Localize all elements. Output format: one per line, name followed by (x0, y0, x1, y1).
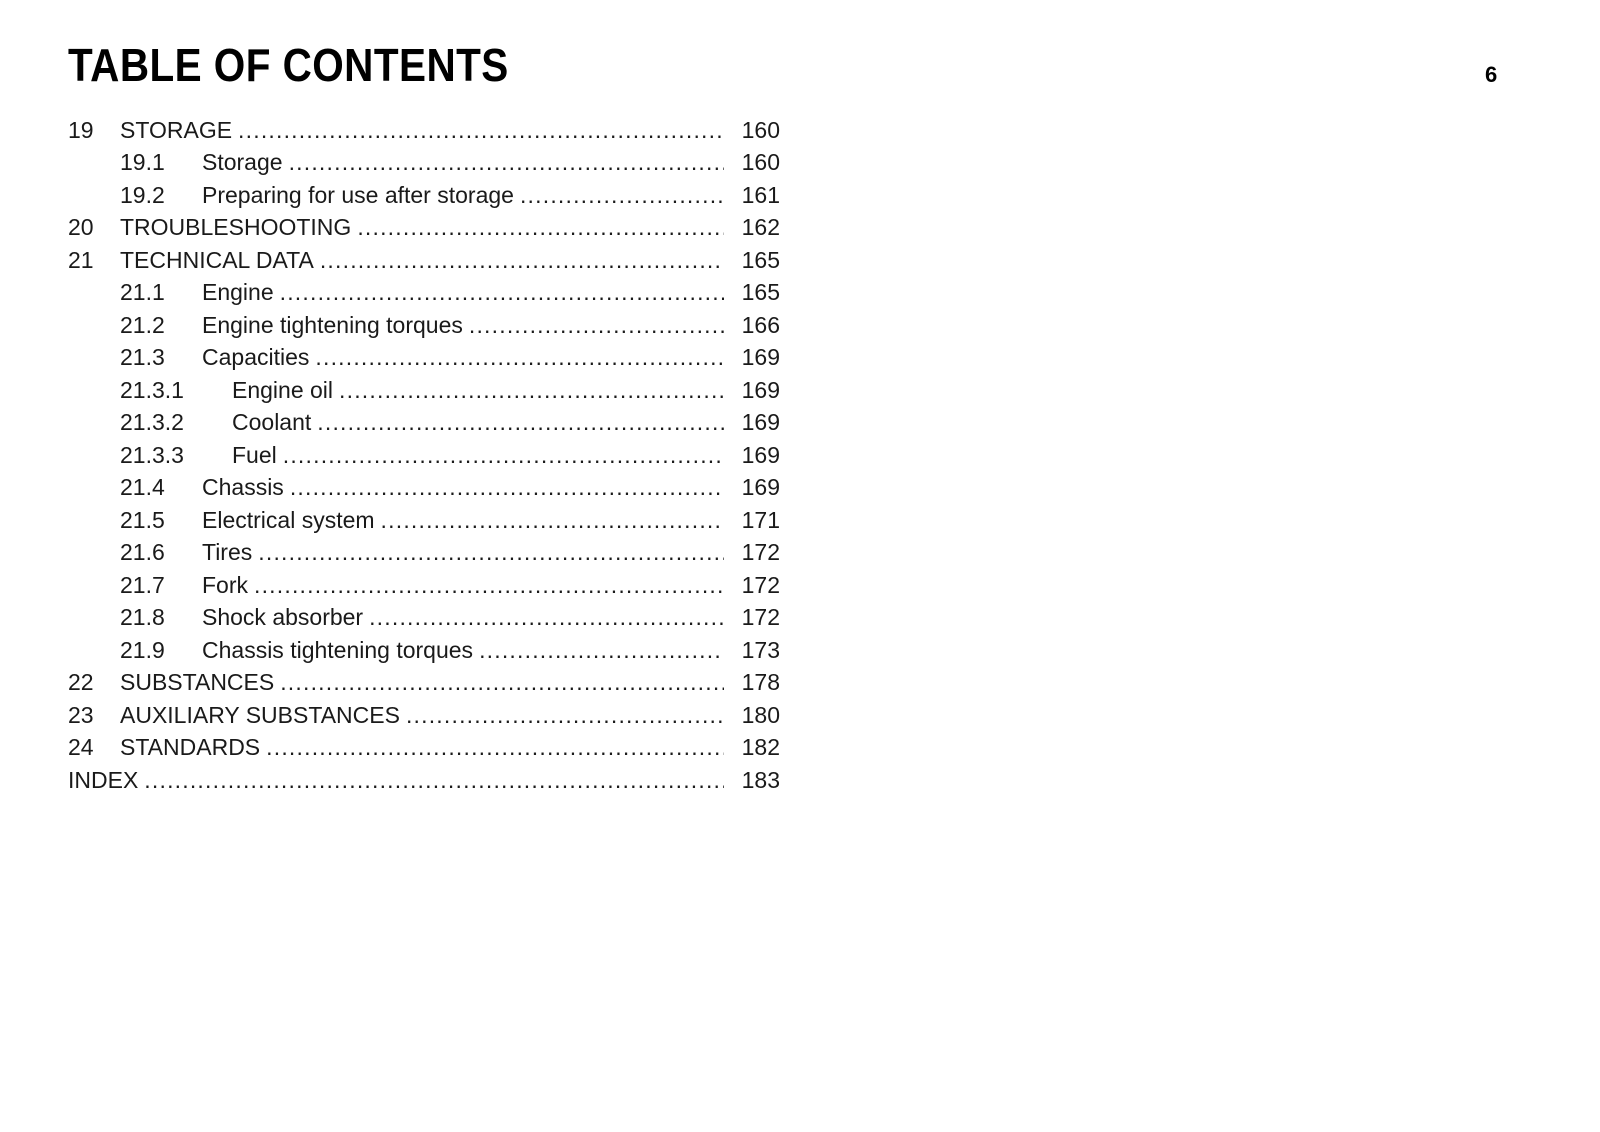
dot-leader (406, 702, 724, 729)
toc-entry[interactable] (68, 439, 780, 472)
dot-leader (317, 409, 724, 436)
toc-entry-number: 24 (68, 734, 94, 761)
toc-entry-label: Electrical system (202, 507, 381, 534)
toc-entry-page: 183 (741, 766, 780, 793)
dot-leader (290, 474, 724, 501)
toc-entry-page: 165 (741, 246, 780, 273)
toc-entry-label: Fork (202, 572, 254, 599)
toc-entry-page: 172 (741, 604, 780, 631)
toc-entry[interactable] (68, 407, 780, 440)
table-of-contents (68, 114, 780, 797)
toc-entry[interactable] (68, 634, 780, 667)
toc-entry-number: 20 (68, 214, 94, 241)
toc-entry[interactable] (68, 537, 780, 570)
toc-entry-number: 19.1 (120, 149, 165, 176)
toc-entry-number: 21.7 (120, 571, 165, 598)
toc-entry-page: 172 (741, 571, 780, 598)
toc-entry-number: 21.6 (120, 539, 165, 566)
dot-leader (315, 344, 724, 371)
toc-entry-page: 171 (741, 506, 780, 533)
toc-entry-number: 21 (68, 246, 94, 273)
toc-entry-label: TROUBLESHOOTING (120, 214, 357, 241)
toc-entry-label: Fuel (232, 442, 283, 469)
toc-entry-number: 23 (68, 701, 94, 728)
toc-entry-page: 178 (741, 669, 780, 696)
toc-entry[interactable] (68, 212, 780, 245)
dot-leader (289, 149, 724, 176)
dot-leader (357, 214, 724, 241)
toc-entry-page: 169 (741, 409, 780, 436)
toc-entry-label: Storage (202, 149, 289, 176)
toc-entry-number: 22 (68, 669, 94, 696)
toc-entry-number: 21.2 (120, 311, 165, 338)
toc-entry-page: 180 (741, 701, 780, 728)
toc-entry-page: 165 (741, 279, 780, 306)
dot-leader (238, 117, 724, 144)
toc-entry[interactable] (68, 342, 780, 375)
toc-entry-number: 21.3 (120, 344, 165, 371)
toc-entry-label: Engine oil (232, 377, 339, 404)
toc-entry-number: 21.8 (120, 604, 165, 631)
dot-leader (339, 377, 724, 404)
toc-entry-page: 160 (741, 149, 780, 176)
toc-entry-page: 162 (741, 214, 780, 241)
dot-leader (280, 669, 724, 696)
toc-entry-label: Engine tightening torques (202, 312, 469, 339)
dot-leader (144, 767, 724, 794)
dot-leader (258, 539, 724, 566)
toc-entry[interactable] (68, 472, 780, 505)
toc-entry[interactable] (68, 244, 780, 277)
toc-entry-label: STORAGE (120, 117, 238, 144)
dot-leader (520, 182, 724, 209)
toc-entry-number: 21.1 (120, 279, 165, 306)
toc-entry[interactable] (68, 309, 780, 342)
toc-entry[interactable] (68, 699, 780, 732)
dot-leader (280, 279, 724, 306)
toc-entry-number: 21.3.1 (120, 376, 184, 403)
toc-entry[interactable] (68, 764, 780, 797)
toc-entry-label: AUXILIARY SUBSTANCES (120, 702, 406, 729)
toc-entry[interactable] (68, 374, 780, 407)
toc-entry-label: INDEX (68, 767, 144, 794)
toc-entry-number: 19.2 (120, 181, 165, 208)
toc-entry[interactable] (68, 667, 780, 700)
dot-leader (266, 734, 724, 761)
toc-entry-label: Capacities (202, 344, 315, 371)
toc-entry-label: Tires (202, 539, 258, 566)
toc-entry[interactable] (68, 602, 780, 635)
toc-entry-number: 21.3.3 (120, 441, 184, 468)
toc-entry-page: 169 (741, 344, 780, 371)
toc-entry[interactable] (68, 277, 780, 310)
dot-leader (469, 312, 724, 339)
toc-entry-page: 182 (741, 734, 780, 761)
toc-entry-label: Chassis (202, 474, 290, 501)
dot-leader (381, 507, 724, 534)
toc-entry-page: 169 (741, 474, 780, 501)
toc-entry[interactable] (68, 179, 780, 212)
toc-entry[interactable] (68, 732, 780, 765)
toc-entry-label: Preparing for use after storage (202, 182, 520, 209)
toc-entry-page: 172 (741, 539, 780, 566)
page-number: 6 (1485, 62, 1498, 87)
toc-entry[interactable] (68, 504, 780, 537)
toc-entry-number: 21.3.2 (120, 409, 184, 436)
toc-entry-page: 173 (741, 636, 780, 663)
toc-entry-label: Shock absorber (202, 604, 369, 631)
dot-leader (254, 572, 724, 599)
toc-entry-page: 161 (741, 181, 780, 208)
toc-entry-label: TECHNICAL DATA (120, 247, 320, 274)
toc-entry-number: 21.9 (120, 636, 165, 663)
toc-entry-number: 21.4 (120, 474, 165, 501)
dot-leader (320, 247, 724, 274)
toc-entry-label: Chassis tightening torques (202, 637, 479, 664)
toc-entry-page: 160 (741, 116, 780, 143)
toc-entry-page: 166 (741, 311, 780, 338)
toc-entry-number: 19 (68, 116, 94, 143)
toc-entry-page: 169 (741, 441, 780, 468)
dot-leader (283, 442, 724, 469)
toc-entry[interactable] (68, 114, 780, 147)
dot-leader (479, 637, 724, 664)
toc-entry-page: 169 (741, 376, 780, 403)
toc-entry-label: SUBSTANCES (120, 669, 280, 696)
toc-entry-label: Engine (202, 279, 280, 306)
toc-entry[interactable] (68, 569, 780, 602)
toc-entry-label: Coolant (232, 409, 317, 436)
page-title: TABLE OF CONTENTS (68, 39, 509, 91)
toc-entry-label: STANDARDS (120, 734, 266, 761)
toc-entry-number: 21.5 (120, 506, 165, 533)
dot-leader (369, 604, 724, 631)
toc-entry[interactable] (68, 147, 780, 180)
